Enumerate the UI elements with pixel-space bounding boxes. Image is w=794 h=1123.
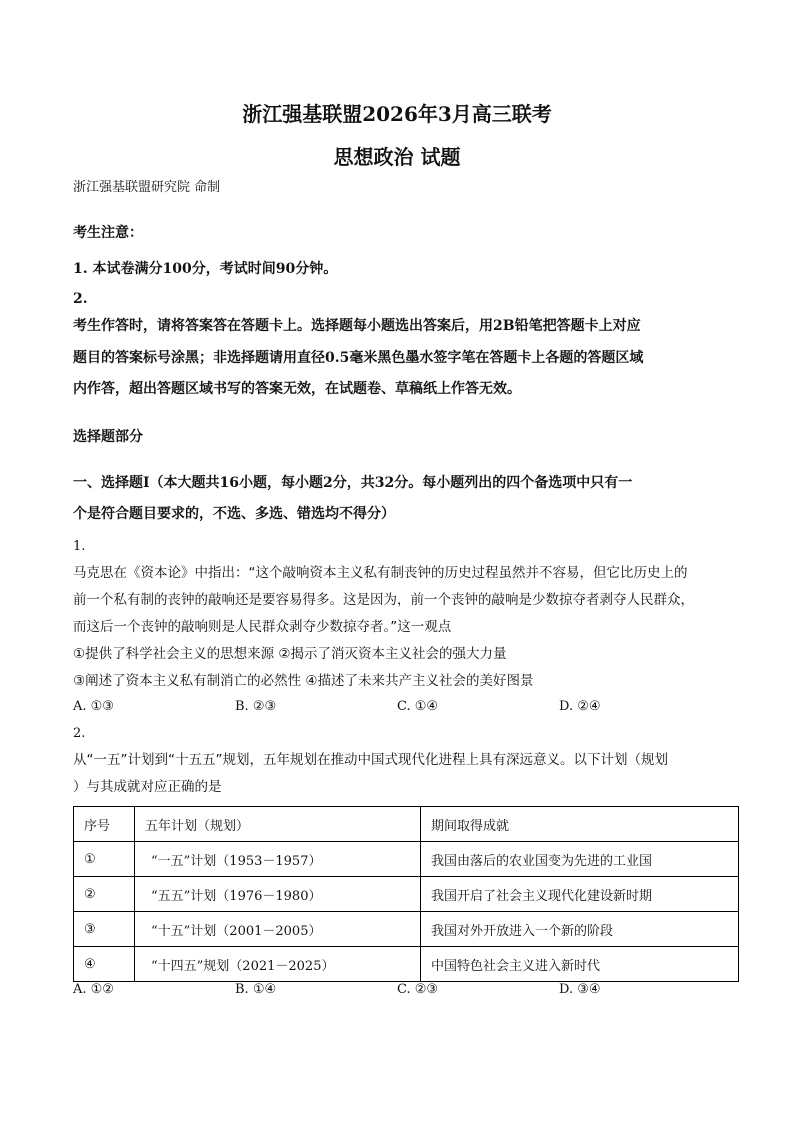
notice-item-2-line: 题目的答案标号涂黑；非选择题请用直径0.5毫米黑色墨水签字笔在答题卡上各题的答题区域	[73, 350, 644, 366]
section-label: 选择题部分	[73, 429, 143, 445]
exam-title: 浙江强基联盟2026年3月高三联考	[242, 102, 552, 126]
table-cell: 我国开启了社会主义现代化建设新时期	[421, 877, 739, 912]
publisher-line: 浙江强基联盟研究院 命制	[73, 180, 221, 195]
question-1-number: 1.	[73, 539, 86, 554]
option-d: D. ③④	[559, 982, 601, 997]
notice-item-1: 1. 本试卷满分100分，考试时间90分钟。	[73, 261, 338, 277]
option-b: B. ①④	[235, 982, 277, 997]
table-cell: “十五”计划（2001－2005）	[135, 912, 421, 947]
option-c: C. ①④	[397, 699, 439, 714]
table-row	[74, 842, 739, 877]
table-cell: “十四五”规划（2021－2025）	[135, 947, 421, 982]
table-cell: 我国由落后的农业国变为先进的工业国	[421, 842, 739, 877]
part1-instructions-line: 个是符合题目要求的，不选、多选、错选均不得分）	[73, 506, 395, 522]
five-year-plan-table	[73, 806, 739, 982]
notice-heading: 考生注意：	[73, 225, 143, 241]
question-2-options	[73, 982, 733, 1002]
question-1-options	[73, 699, 733, 719]
part1-instructions-line: 一、选择题Ⅰ（本大题共16小题，每小题2分，共32分。每小题列出的四个备选项中只有一	[73, 475, 633, 491]
question-1-statement: ③阐述了资本主义私有制消亡的必然性 ④描述了未来共产主义社会的美好图景	[73, 673, 534, 689]
table-row	[74, 947, 739, 982]
table-cell: 中国特色社会主义进入新时代	[421, 947, 739, 982]
question-1-stem-line: 前一个私有制的丧钟的敲响还是要容易得多。这是因为，前一个丧钟的敲响是少数掠夺者剥夺人民群众，	[73, 592, 694, 608]
exam-subtitle: 思想政治 试题	[333, 145, 461, 169]
table-header-cell: 期间取得成就	[421, 807, 739, 842]
table-row	[74, 877, 739, 912]
option-b: B. ②③	[235, 699, 277, 714]
option-a: A. ①②	[73, 982, 114, 997]
question-2-stem-line: ）与其成就对应正确的是	[73, 779, 222, 795]
notice-item-2-line: 考生作答时，请将答案答在答题卡上。选择题每小题选出答案后，用2B铅笔把答题卡上对应	[73, 318, 641, 334]
table-cell: “五五”计划（1976－1980）	[135, 877, 421, 912]
option-c: C. ②③	[397, 982, 439, 997]
option-a: A. ①③	[73, 699, 114, 714]
table-cell: ①	[74, 842, 135, 877]
option-d: D. ②④	[559, 699, 601, 714]
question-1-stem-line: 而这后一个丧钟的敲响则是人民群众剥夺少数掠夺者。”这一观点	[73, 619, 452, 635]
table-header-cell: 五年计划（规划）	[135, 807, 421, 842]
table-cell: “一五”计划（1953－1957）	[135, 842, 421, 877]
table-header-cell: 序号	[74, 807, 135, 842]
question-1-statement: ①提供了科学社会主义的思想来源 ②揭示了消灭资本主义社会的强大力量	[73, 646, 507, 662]
notice-item-2-number: 2.	[73, 291, 88, 307]
table-cell: ③	[74, 912, 135, 947]
notice-item-2-line: 内作答，超出答题区域书写的答案无效，在试题卷、草稿纸上作答无效。	[73, 381, 521, 397]
table-cell: ④	[74, 947, 135, 982]
question-2-number: 2.	[73, 726, 86, 741]
table-row	[74, 912, 739, 947]
table-header-row	[74, 807, 739, 842]
table-cell: ②	[74, 877, 135, 912]
table-cell: 我国对外开放进入一个新的阶段	[421, 912, 739, 947]
question-2-stem-line: 从“一五”计划到“十五五”规划，五年规划在推动中国式现代化进程上具有深远意义。以下计划（规划	[73, 752, 668, 768]
question-1-stem-line: 马克思在《资本论》中指出：“这个敲响资本主义私有制丧钟的历史过程虽然并不容易，但它比历史上的	[73, 565, 688, 581]
